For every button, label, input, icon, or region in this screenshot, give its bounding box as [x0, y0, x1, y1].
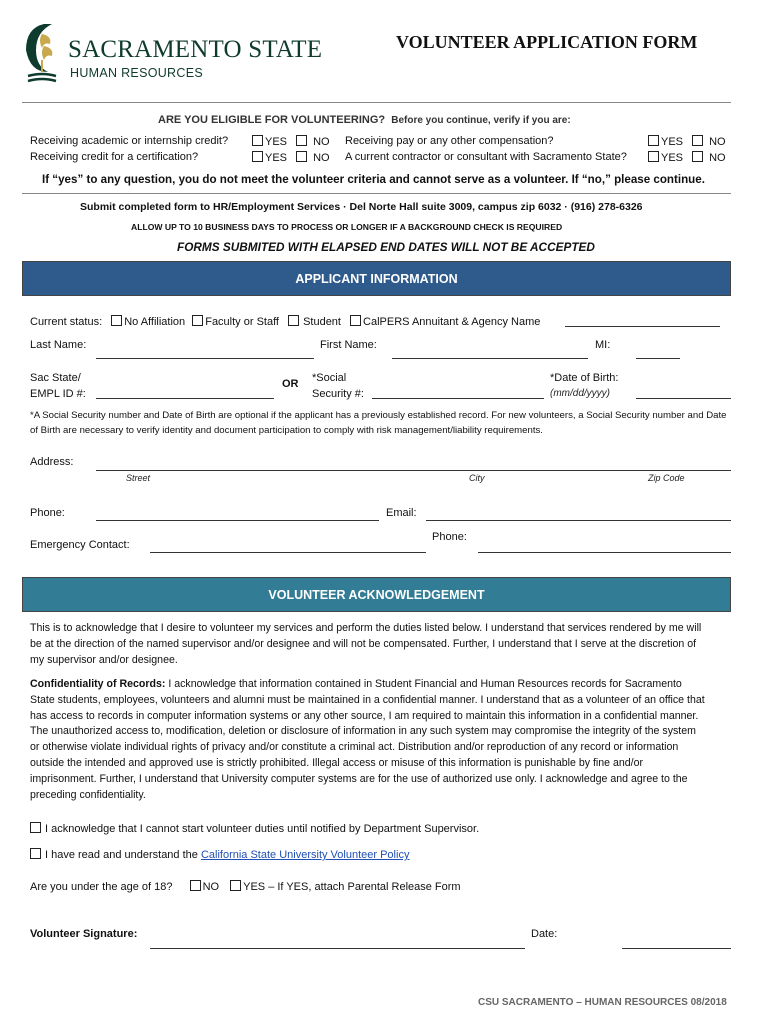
- phone-field[interactable]: [96, 520, 379, 521]
- applicant-information-banner: [22, 261, 731, 296]
- mi-field[interactable]: [636, 358, 680, 359]
- submit-instructions: Submit completed form to HR/Employment Services · Del Norte Hall suite 3009, campus zip 6032 · (916) 278-6326: [80, 201, 643, 213]
- eligibility-q4: A current contractor or consultant with Sacramento State?: [345, 151, 627, 163]
- no-label: NO: [313, 136, 330, 148]
- status-student-checkbox[interactable]: [288, 315, 299, 326]
- phone-label: Phone:: [30, 507, 65, 519]
- emergency-phone-field[interactable]: [478, 552, 731, 553]
- emergency-contact-label: Emergency Contact:: [30, 539, 130, 551]
- eligibility-divider: [22, 193, 731, 194]
- header-divider: [22, 102, 731, 103]
- form-title: VOLUNTEER APPLICATION FORM: [396, 32, 698, 52]
- address-field[interactable]: [96, 470, 731, 471]
- footer: CSU SACRAMENTO – HUMAN RESOURCES 08/2018: [478, 997, 727, 1008]
- volunteer-acknowledgement-banner: [22, 577, 731, 612]
- ack-start-duties-row: [30, 822, 479, 835]
- q1-options: [252, 135, 330, 148]
- last-name-label: Last Name:: [30, 339, 87, 351]
- or-label: OR: [282, 378, 299, 390]
- yes-label: YES: [265, 136, 288, 148]
- yes-label: YES: [661, 136, 684, 148]
- age-question-label: Are you under the age of 18?: [30, 881, 173, 893]
- no-label: NO: [313, 152, 330, 164]
- email-label: Email:: [386, 507, 417, 519]
- city-hint: City: [469, 473, 485, 483]
- ack-policy-checkbox[interactable]: [30, 848, 41, 859]
- q3-no-checkbox[interactable]: [692, 135, 703, 146]
- age-question-row: [30, 880, 461, 893]
- age-yes-label: YES – If YES, attach Parental Release Form: [243, 881, 461, 893]
- q2-options: [252, 151, 330, 164]
- ssn-optional-note: *A Social Security number and Date of Birth are optional if the applicant has a previously established record. For new volunteers, a Social Security number and Date of Birth are necessary to verify identity and document participation to comply with risk management/liability requirements.: [30, 410, 727, 436]
- ssn-label-line1: *Social: [312, 372, 347, 384]
- eligibility-warning: If “yes” to any question, you do not meet the volunteer criteria and cannot serve as a volunteer. If “no,” please continue.: [42, 173, 705, 186]
- ssn-label-line2: Security #:: [312, 388, 364, 400]
- q1-no-checkbox[interactable]: [296, 135, 307, 146]
- ack-policy-label: I have read and understand the: [45, 849, 201, 861]
- no-label: NO: [709, 136, 726, 148]
- q3-options: [648, 135, 726, 148]
- applicant-banner-label: APPLICANT INFORMATION: [295, 272, 458, 286]
- dob-format-hint: (mm/dd/yyyy): [550, 388, 610, 399]
- acknowledgement-banner-label: VOLUNTEER ACKNOWLEDGEMENT: [268, 588, 485, 602]
- last-name-field[interactable]: [96, 358, 314, 359]
- ack-policy-row: [30, 848, 409, 861]
- confidentiality-text: I acknowledge that information contained in Student Financial and Human Resources records for Sacramento State students, employees, volunteers and alumni must be maintained in a confidential manner. I understand that as a volunteer of an office that has access to records in computer information systems or any other source, I am required to maintain this information in a confidential manner. The unauthorized access to, modification, deletion or disclosure of information in any such system may compromise the integrity of the system or otherwise violate individual rights of privacy and/or constitute a criminal act. Distribution and/or reproduction of any record or information outside the intended and approved use is strictly prohibited. Illegal access or misuse of this information is punishable by fine and/or imprisonment. Further, I understand that University computer systems are for the use of authorized use only. I acknowledge and agree to the preceding confidentiality.: [30, 678, 705, 801]
- no-label: NO: [709, 152, 726, 164]
- status-no-affiliation-label: No Affiliation: [124, 316, 186, 328]
- date-field[interactable]: [622, 948, 731, 949]
- q1-yes-checkbox[interactable]: [252, 135, 263, 146]
- eligibility-q3: Receiving pay or any other compensation?: [345, 135, 554, 147]
- status-faculty-staff-label: Faculty or Staff: [205, 316, 279, 328]
- eligibility-heading: ARE YOU ELIGIBLE FOR VOLUNTEERING?: [158, 114, 386, 126]
- first-name-label: First Name:: [320, 339, 377, 351]
- status-calpers-checkbox[interactable]: [350, 315, 361, 326]
- confidentiality-paragraph: [30, 677, 706, 803]
- dob-label: *Date of Birth:: [550, 372, 619, 384]
- sac-state-tree-logo-icon: [22, 22, 62, 86]
- first-name-field[interactable]: [392, 358, 588, 359]
- dob-field[interactable]: [636, 398, 731, 399]
- logo-title: SACRAMENTO STATE: [68, 36, 323, 63]
- signature-label: Volunteer Signature:: [30, 928, 138, 940]
- current-status-row: [30, 315, 540, 328]
- ack-start-duties-checkbox[interactable]: [30, 822, 41, 833]
- street-hint: Street: [126, 473, 151, 483]
- volunteer-policy-link[interactable]: California State University Volunteer Policy: [200, 849, 410, 861]
- ssn-label: [312, 370, 364, 402]
- current-status-label: Current status:: [30, 316, 103, 328]
- status-no-affiliation-checkbox[interactable]: [111, 315, 122, 326]
- mi-label: MI:: [595, 339, 611, 351]
- q2-yes-checkbox[interactable]: [252, 151, 263, 162]
- sac-state-id-field[interactable]: [96, 398, 274, 399]
- eligibility-q1: Receiving academic or internship credit?: [30, 135, 229, 147]
- agency-name-field[interactable]: [565, 326, 720, 327]
- zip-hint: Zip Code: [648, 473, 685, 483]
- processing-time-note: ALLOW UP TO 10 BUSINESS DAYS TO PROCESS OR LONGER IF A BACKGROUND CHECK IS REQUIRED: [131, 222, 563, 232]
- q4-options: [648, 151, 726, 164]
- elapsed-dates-warning: FORMS SUBMITED WITH ELAPSED END DATES WILL NOT BE ACCEPTED: [177, 240, 595, 254]
- q4-yes-checkbox[interactable]: [648, 151, 659, 162]
- ack-start-duties-label: I acknowledge that I cannot start volunteer duties until notified by Department Supervisor.: [45, 823, 480, 835]
- eligibility-q2: Receiving credit for a certification?: [30, 151, 199, 163]
- age-no-label: NO: [202, 881, 220, 893]
- sac-state-id-label: [30, 370, 86, 402]
- emergency-contact-field[interactable]: [150, 552, 426, 553]
- status-faculty-staff-checkbox[interactable]: [192, 315, 203, 326]
- email-field[interactable]: [426, 520, 731, 521]
- q3-yes-checkbox[interactable]: [648, 135, 659, 146]
- status-calpers-label: CalPERS Annuitant & Agency Name: [363, 316, 541, 328]
- address-label: Address:: [30, 456, 74, 468]
- yes-label: YES: [265, 152, 288, 164]
- age-no-checkbox[interactable]: [190, 880, 201, 891]
- sac-id-label-line1: Sac State/: [30, 372, 81, 384]
- q2-no-checkbox[interactable]: [296, 151, 307, 162]
- date-label: Date:: [531, 928, 558, 940]
- acknowledgement-paragraph: This is to acknowledge that I desire to volunteer my services and perform the duties listed below. I understand that services rendered by me will be at the direction of the named supervisor and/or designee and will not be compensated. Further, I understand that I serve at the discretion of my supervisor and/or designee.: [30, 622, 702, 666]
- signature-field[interactable]: [150, 948, 525, 949]
- status-student-label: Student: [303, 316, 341, 328]
- eligibility-note: Before you continue, verify if you are:: [391, 115, 571, 126]
- age-yes-checkbox[interactable]: [230, 880, 241, 891]
- confidentiality-label: Confidentiality of Records:: [30, 678, 166, 690]
- sac-id-label-line2: EMPL ID #:: [30, 388, 86, 400]
- yes-label: YES: [661, 152, 684, 164]
- emergency-phone-label: Phone:: [432, 531, 467, 543]
- logo-subtitle: HUMAN RESOURCES: [70, 66, 203, 80]
- ssn-field[interactable]: [372, 398, 544, 399]
- eligibility-heading-row: [158, 114, 571, 126]
- q4-no-checkbox[interactable]: [692, 151, 703, 162]
